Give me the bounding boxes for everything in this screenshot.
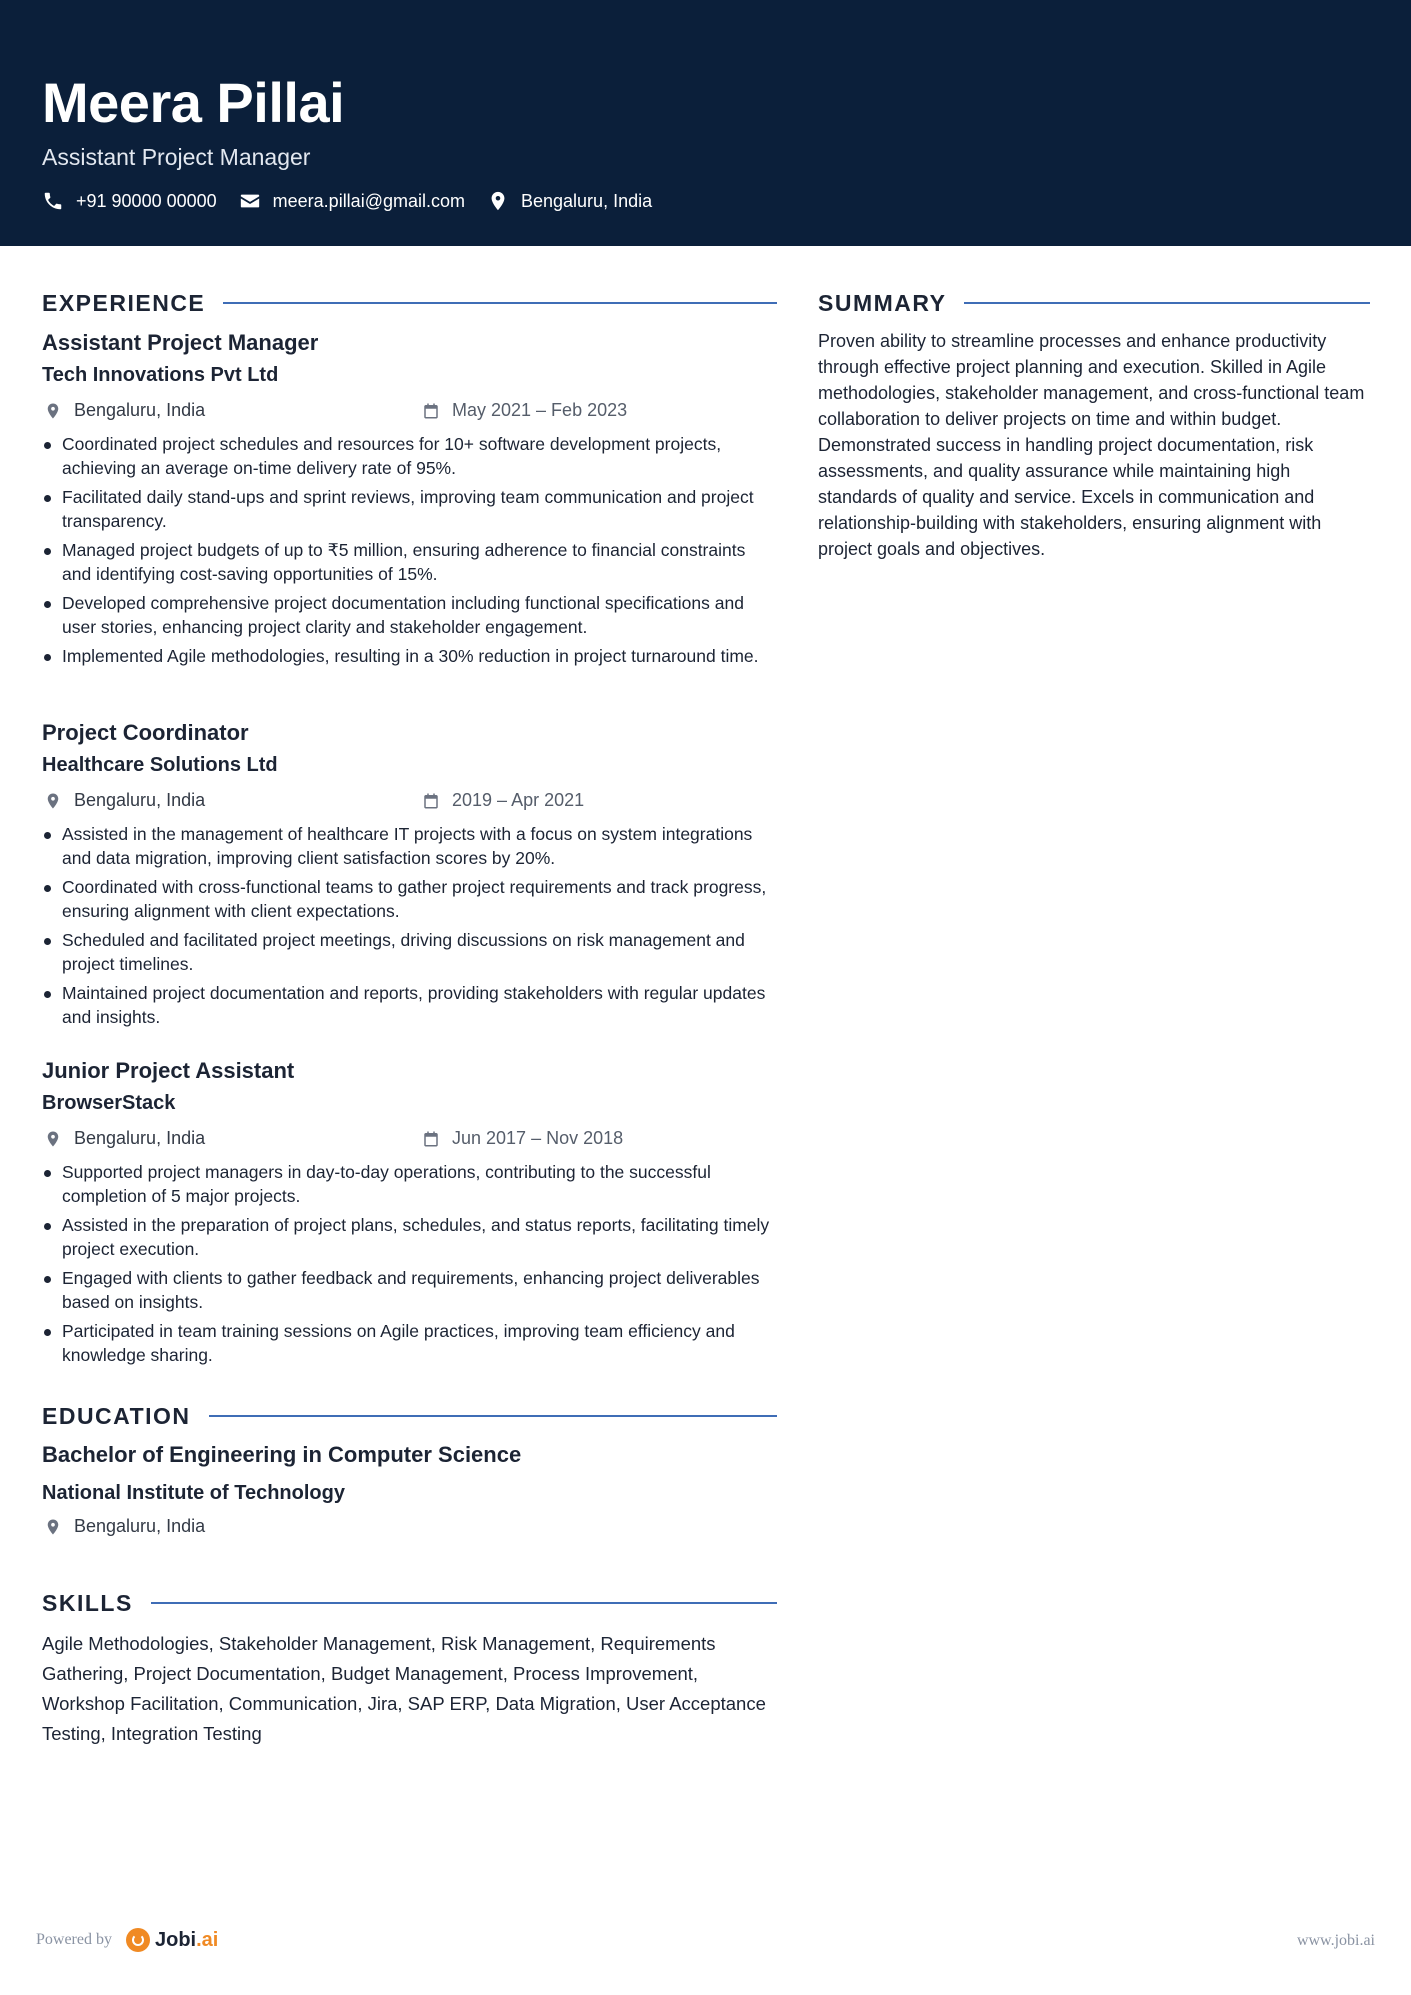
bullet-item: Maintained project documentation and reports, providing stakeholders with regular updates and insights.: [42, 981, 777, 1029]
job-location: [42, 1128, 205, 1149]
job-meta: [42, 1128, 777, 1154]
job-dates-text: Jun 2017 – Nov 2018: [452, 1128, 624, 1148]
contact-row: [42, 190, 674, 212]
education-heading-rule: [209, 1415, 777, 1417]
job-dates-text: 2019 – Apr 2021: [452, 790, 585, 810]
experience-entry: [42, 1056, 777, 1372]
summary-text: Proven ability to streamline processes and enhance productivity through effective project planning and execution. Skilled in Agile methodologies, stakeholder management, and cross-functional team collaboration to deliver projects on time and within budget. Demonstrated success in handling project documentation, risk assessments, and quality assurance while maintaining high standards of quality and service. Excels in communication and relationship-building with stakeholders, ensuring alignment with project goals and objectives.: [818, 331, 1365, 559]
job-location: [42, 400, 205, 421]
footer-website-link[interactable]: www.jobi.ai: [1296, 1932, 1375, 1949]
experience-heading-title: EXPERIENCE: [42, 289, 206, 316]
experience-entry: [42, 328, 777, 673]
job-dates: [420, 1128, 623, 1149]
summary-heading: [818, 288, 1370, 318]
location-pin-icon: [487, 190, 509, 212]
job-company: BrowserStack: [42, 1092, 176, 1114]
education-location-text: Bengaluru, India: [74, 1516, 206, 1536]
job-bullets: [42, 1160, 777, 1367]
bullet-item: Assisted in the management of healthcare IT projects with a focus on system integrations and data migration, improving client satisfaction scores by 20%.: [42, 822, 777, 870]
education-location: [42, 1516, 205, 1537]
contact-location-text: Bengaluru, India: [521, 190, 653, 211]
skills-heading-rule: [151, 1602, 777, 1604]
education-heading: [42, 1401, 777, 1431]
bullet-item: Managed project budgets of up to ₹5 million, ensuring adherence to financial constraints and identifying cost-saving opportunities of 15%.: [42, 538, 777, 586]
summary-heading-rule: [964, 302, 1370, 304]
experience-heading: [42, 288, 777, 318]
location-pin-icon: [44, 1130, 62, 1148]
contact-email-text: meera.pillai@gmail.com: [272, 190, 465, 211]
education-heading-title: EDUCATION: [42, 1402, 191, 1429]
skills-heading: [42, 1588, 777, 1618]
calendar-icon: [422, 402, 440, 420]
jobi-logo-main: Jobi: [154, 1928, 197, 1951]
jobi-logo-text: [155, 1929, 218, 1952]
bullet-item: Supported project managers in day-to-day operations, contributing to the successful completion of 5 major projects.: [42, 1160, 777, 1208]
calendar-icon: [422, 792, 440, 810]
bullet-item: Participated in team training sessions on Agile practices, improving team efficiency and knowledge sharing.: [42, 1319, 777, 1367]
contact-email: [239, 190, 465, 212]
footer-powered-by: [36, 1928, 218, 1952]
job-company: Healthcare Solutions Ltd: [42, 754, 278, 776]
contact-phone: [42, 190, 217, 212]
job-title: Project Coordinator: [42, 720, 249, 745]
jobi-logo-icon: [126, 1928, 150, 1952]
job-meta: [42, 790, 777, 816]
resume-header: [0, 0, 1411, 246]
job-dates-text: May 2021 – Feb 2023: [452, 400, 628, 420]
job-location-text: Bengaluru, India: [74, 790, 206, 810]
bullet-item: Implemented Agile methodologies, resulting in a 30% reduction in project turnaround time.: [42, 644, 777, 668]
education-degree: Bachelor of Engineering in Computer Science: [42, 1442, 522, 1467]
contact-location: [487, 190, 652, 212]
calendar-icon: [422, 1130, 440, 1148]
job-location: [42, 790, 205, 811]
candidate-role: Assistant Project Manager: [42, 144, 311, 170]
bullet-item: Coordinated project schedules and resources for 10+ software development projects, achieving an average on-time delivery rate of 95%.: [42, 432, 777, 480]
skills-text: Agile Methodologies, Stakeholder Management, Risk Management, Requirements Gathering, Project Documentation, Budget Management, Process Improvement, Workshop Facilitation, Communication, Jira, SAP ERP, Data Migration, User Acceptance Testing, Integration Testing: [42, 1633, 766, 1744]
bullet-item: Coordinated with cross-functional teams to gather project requirements and track progress, ensuring alignment with client expectations.: [42, 875, 777, 923]
summary-heading-title: SUMMARY: [818, 289, 947, 316]
experience-heading-rule: [223, 302, 777, 304]
job-location-text: Bengaluru, India: [74, 1128, 206, 1148]
contact-phone-text: +91 90000 00000: [76, 190, 217, 211]
job-meta: [42, 400, 777, 426]
bullet-item: Assisted in the preparation of project plans, schedules, and status reports, facilitating timely project execution.: [42, 1213, 777, 1261]
job-dates: [420, 790, 584, 811]
mail-icon: [239, 190, 261, 212]
skills-heading-title: SKILLS: [42, 1589, 133, 1616]
job-dates: [420, 400, 627, 421]
location-pin-icon: [44, 402, 62, 420]
job-bullets: [42, 432, 777, 668]
job-title: Assistant Project Manager: [42, 330, 319, 355]
location-pin-icon: [44, 792, 62, 810]
location-pin-icon: [44, 1518, 62, 1536]
bullet-item: Facilitated daily stand-ups and sprint reviews, improving team communication and project transparency.: [42, 485, 777, 533]
job-title: Junior Project Assistant: [42, 1058, 295, 1083]
bullet-item: Developed comprehensive project documentation including functional specifications and user stories, enhancing project clarity and stakeholder engagement.: [42, 591, 777, 639]
candidate-name: Meera Pillai: [42, 71, 345, 134]
bullet-item: Scheduled and facilitated project meetings, driving discussions on risk management and project timelines.: [42, 928, 777, 976]
education-meta: [42, 1516, 777, 1542]
education-entry: [42, 1440, 777, 1542]
jobi-logo-accent: .ai: [196, 1928, 219, 1951]
phone-icon: [42, 190, 64, 212]
experience-entry: [42, 718, 777, 1034]
education-school: National Institute of Technology: [42, 1482, 345, 1504]
job-company: Tech Innovations Pvt Ltd: [42, 364, 279, 386]
job-location-text: Bengaluru, India: [74, 400, 206, 420]
job-bullets: [42, 822, 777, 1029]
jobi-logo[interactable]: [126, 1928, 218, 1952]
bullet-item: Engaged with clients to gather feedback and requirements, enhancing project deliverables based on insights.: [42, 1266, 777, 1314]
powered-by-label: Powered by: [36, 1931, 112, 1948]
